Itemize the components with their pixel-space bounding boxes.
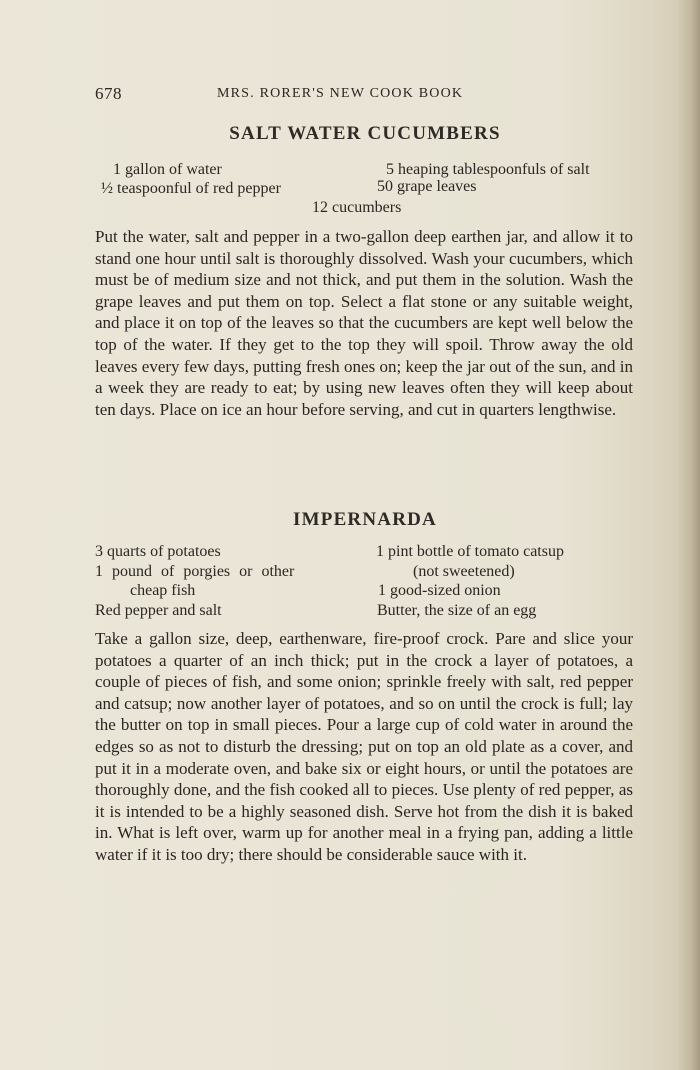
ingredient: 1 good-sized onion [378, 582, 501, 599]
running-head: MRS. RORER'S NEW COOK BOOK [217, 86, 464, 101]
recipe-directions: Put the water, salt and pepper in a two-gallon deep earthen jar, and allow it to stand one hour until salt is thoroughly dissolved. Wash your cucumbers, which must be of medium size and not thick, and put them in the solution. Wash the grape leaves and put them on top. Select a flat stone or any suitable weight, and place it on top of the leaves so that the cucumbers are kept well below the top of the water. If they get to the top they will spoil. Throw away the old leaves every few days, putting fresh ones on; keep the jar out of the sun, and in a week they are ready to eat; by using new leaves often they will keep about ten days. Place on ice an hour before serving, and cut in quarters lengthwise. [95, 227, 633, 419]
page-number: 678 [95, 84, 122, 103]
ingredient: 50 grape leaves [377, 178, 477, 195]
ingredient: 5 heaping tablespoonfuls of salt [386, 161, 590, 178]
ingredient: Butter, the size of an egg [377, 602, 537, 619]
page-edge-shadow [678, 0, 700, 1070]
recipe-title-impernarda: IMPERNARDA [293, 509, 437, 530]
ingredient: (not sweetened) [413, 563, 515, 580]
ingredient: 1 gallon of water [113, 161, 222, 178]
recipe-title-salt-water-cucumbers: SALT WATER CUCUMBERS [229, 123, 501, 144]
ingredient: 12 cucumbers [312, 199, 402, 216]
recipe-directions: Take a gallon size, deep, earthenware, fire-proof crock. Pare and slice your potatoes a quarter of an inch thick; put in the crock a layer of potatoes, a couple of pieces of fish, and some onion; sprinkle freely with salt, red pepper and catsup; now another layer of potatoes, and so on until the crock is full; lay the butter on top in small pieces. Pour a large cup of cold water in around the edges so as not to disturb the dressing; put on top an old plate as a cover, and put it in a moderate oven, and bake six or eight hours, or until the potatoes are thoroughly done, and the fish cooked all to pieces. Use plenty of red pepper, as it is intended to be a highly seasoned dish. Serve hot from the dish it is baked in. What is left over, warm up for another meal in a frying pan, adding a little water if it is too dry; there should be considerable sauce with it. [95, 629, 633, 864]
ingredient: 1 pint bottle of tomato catsup [376, 543, 564, 560]
ingredient: Red pepper and salt [95, 602, 222, 619]
ingredient: ½ teaspoonful of red pepper [101, 180, 281, 197]
ingredient: 3 quarts of potatoes [95, 543, 221, 560]
ingredient: cheap fish [130, 582, 196, 599]
page-header [95, 84, 635, 106]
ingredient: 1 pound of porgies or other [95, 563, 295, 580]
